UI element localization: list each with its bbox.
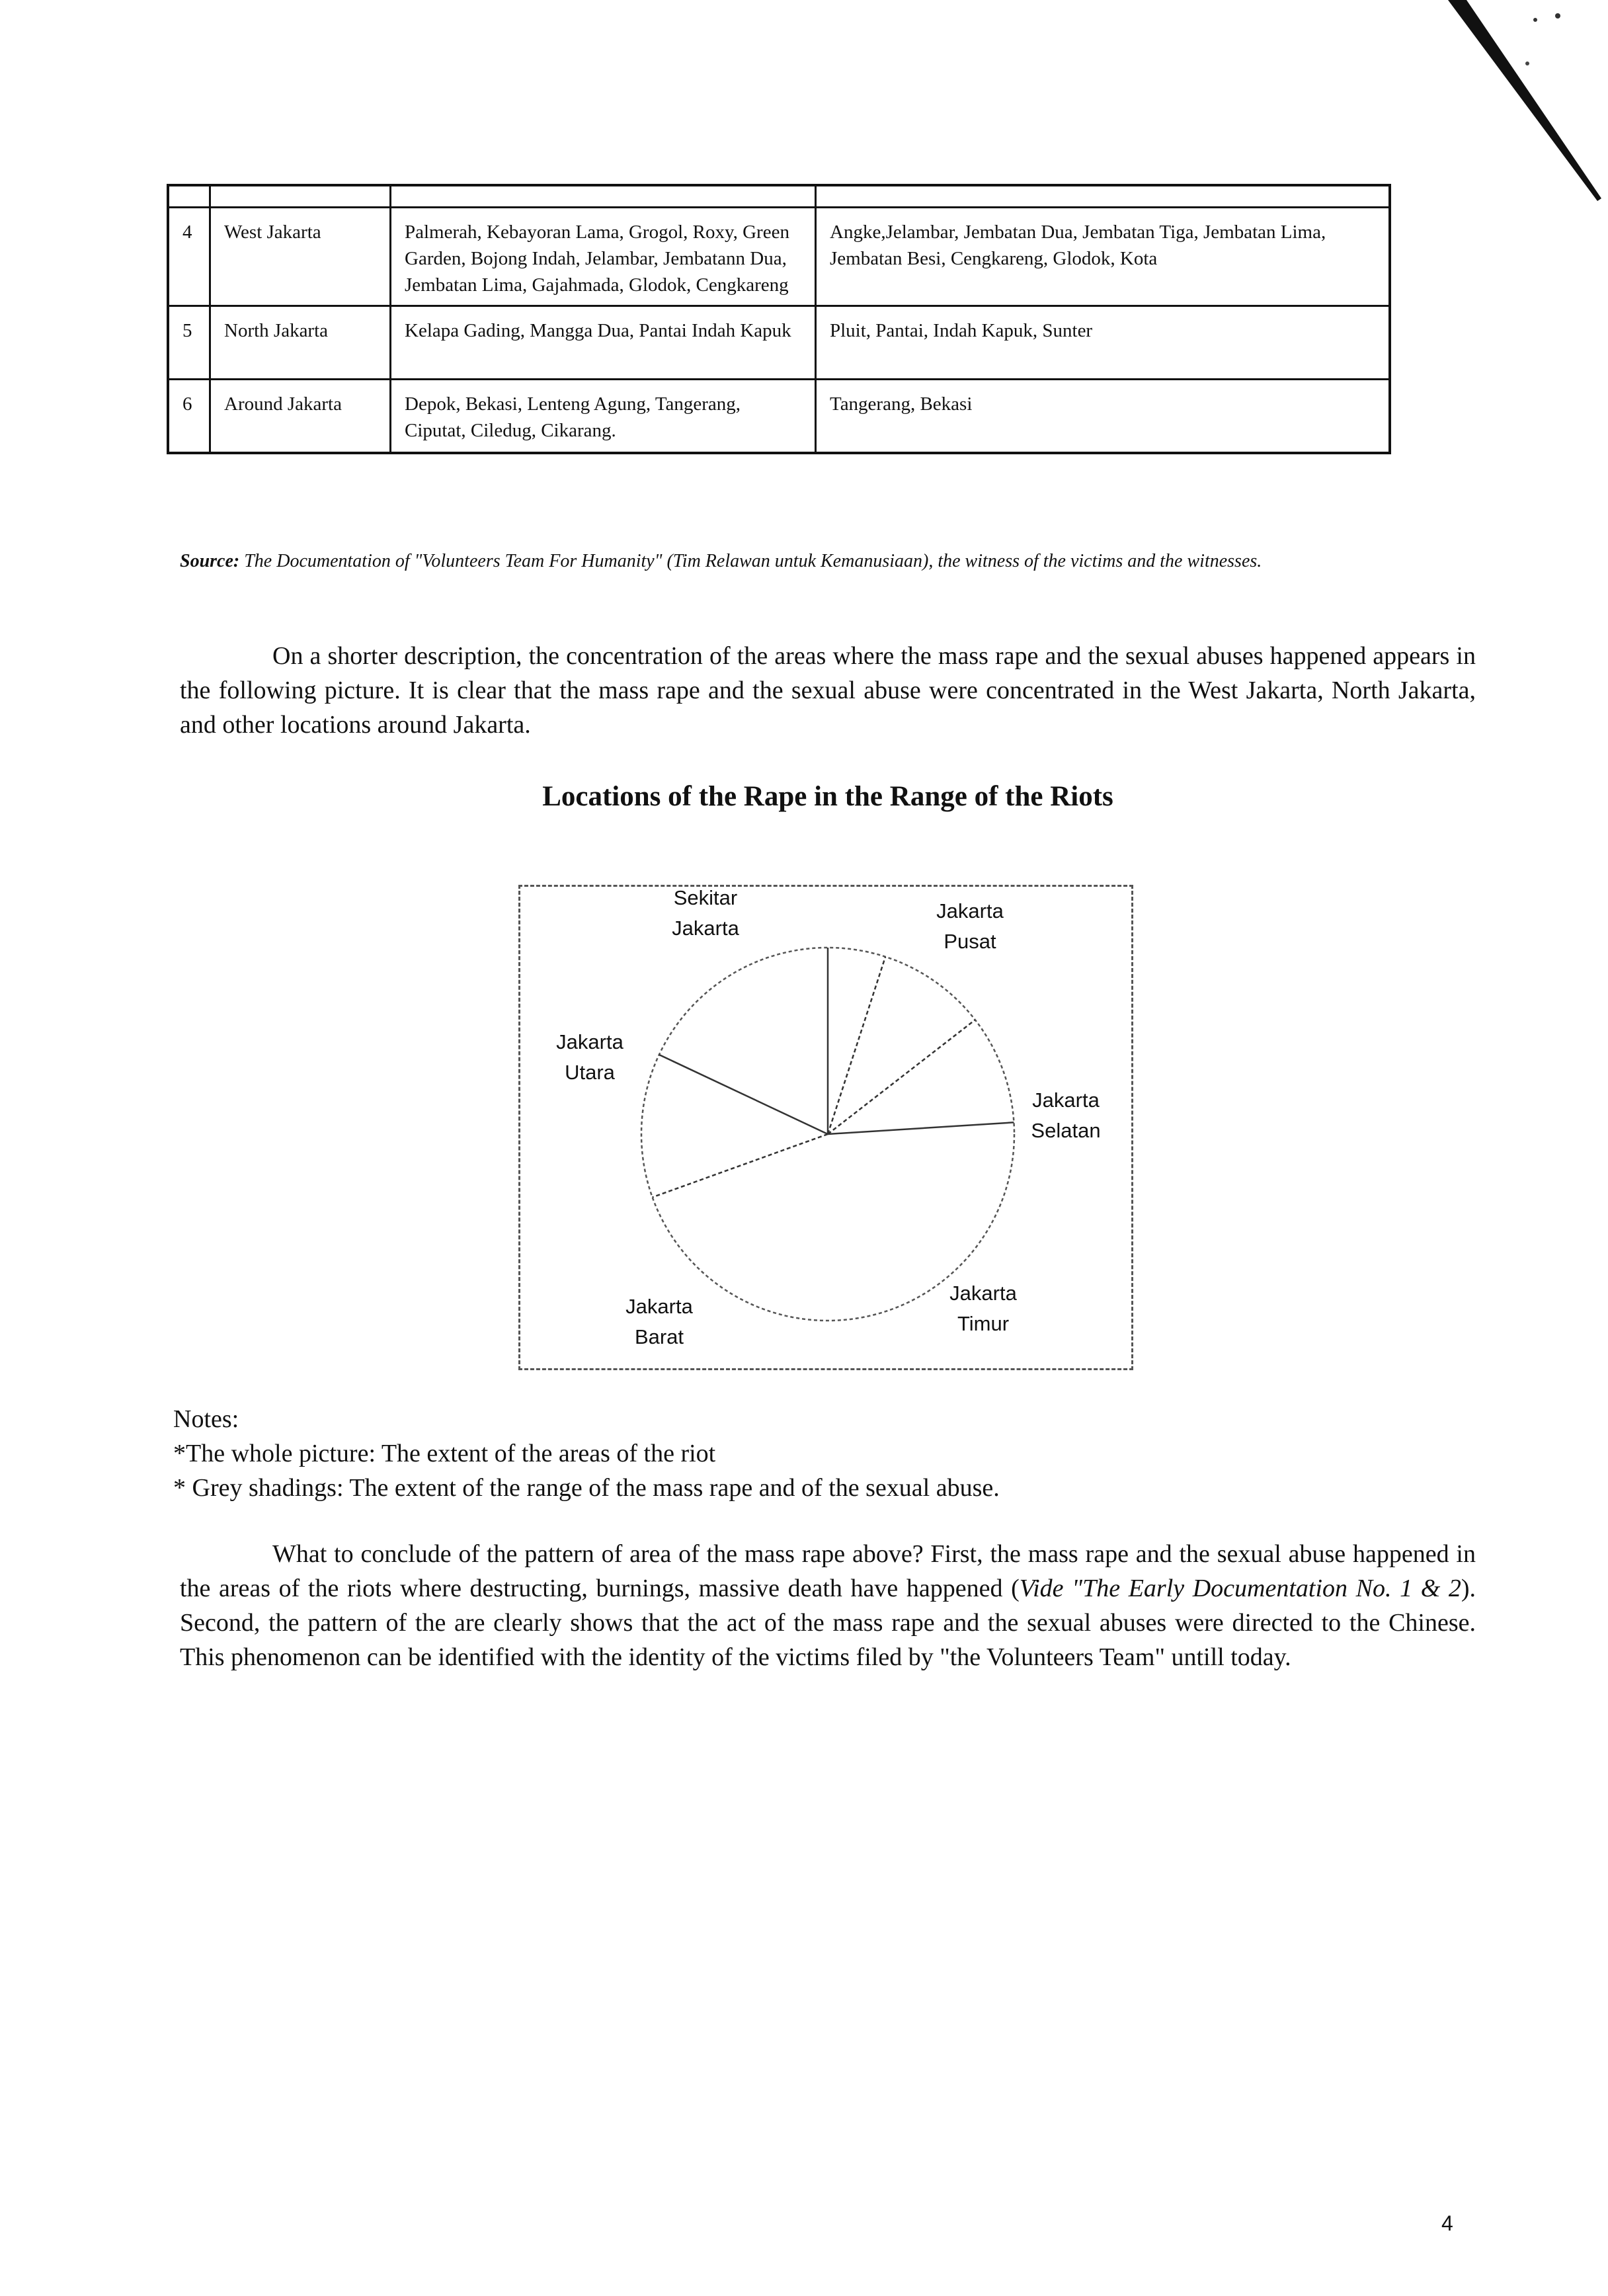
paragraph-intro: On a shorter description, the concentration of the areas where the mass rape and the sexual abuses happened appears in the following picture. It is clear that the mass rape and the sexual abuse were concentrated in the West Jakarta, North Jakarta, and other locations around Jakarta. bbox=[180, 642, 1476, 739]
pie-figure bbox=[518, 885, 1133, 1370]
row-areas-b: Tangerang, Bekasi bbox=[816, 380, 1390, 454]
pie-slice-boundary bbox=[828, 1122, 1014, 1134]
notes-title: Notes: bbox=[173, 1405, 239, 1433]
figure-title: Locations of the Rape in the Range of the Riots bbox=[542, 781, 1113, 812]
row-region: West Jakarta bbox=[210, 208, 391, 306]
row-number: 5 bbox=[168, 306, 210, 380]
label-jakarta-barat: Jakarta Barat bbox=[625, 1295, 693, 1348]
pie-slice-boundary bbox=[828, 1020, 975, 1134]
pie-slice-boundary bbox=[828, 957, 885, 1134]
conclusion-reference: Vide "The Early Documentation No. 1 & 2 bbox=[1019, 1575, 1461, 1602]
source-label: Source: bbox=[180, 551, 240, 571]
source-text: The Documentation of "Volunteers Team For Humanity" (Tim Relawan untuk Kemanusiaan), the witness of the victims and the witnesses. bbox=[244, 551, 1262, 571]
row-areas-a: Kelapa Gading, Mangga Dua, Pantai Indah Kapuk bbox=[391, 306, 816, 380]
table-row bbox=[168, 380, 1390, 454]
table-header-row bbox=[168, 185, 1390, 208]
row-areas-a: Depok, Bekasi, Lenteng Agung, Tangerang, Ciputat, Ciledug, Cikarang. bbox=[391, 380, 816, 454]
row-number: 4 bbox=[168, 208, 210, 306]
row-region: Around Jakarta bbox=[210, 380, 391, 454]
locations-table bbox=[167, 184, 1391, 454]
page-number: 4 bbox=[1441, 2211, 1453, 2235]
row-region: North Jakarta bbox=[210, 306, 391, 380]
conclusion-part-1: What to conclude of the pattern of area of the mass rape above? First, the mass rape and the sexual abuse happened in the areas of the riots where destructing, burnings, massive death have happened ( bbox=[180, 1540, 1476, 1602]
label-jakarta-utara: Jakarta Utara bbox=[556, 1030, 623, 1084]
conclusion-part-2: ). Second, the pattern of the are clearly shows that the act of the mass rape and the sexual abuses were directed to the Chinese. This phenomenon can be identified with the identity of the victims filed by "the Volunteers Team" untill today. bbox=[180, 1575, 1476, 1671]
label-sekitar-jakarta: Sekitar Jakarta bbox=[672, 886, 739, 940]
label-jakarta-pusat: Jakarta Pusat bbox=[936, 899, 1004, 953]
row-areas-b: Angke,Jelambar, Jembatan Dua, Jembatan Tiga, Jembatan Lima, Jembatan Besi, Cengkareng, Glodok, Kota bbox=[816, 208, 1390, 306]
label-jakarta-selatan: Jakarta Selatan bbox=[1031, 1088, 1101, 1142]
table-row bbox=[168, 208, 1390, 306]
notes-block bbox=[173, 1402, 1482, 1505]
row-number: 6 bbox=[168, 380, 210, 454]
table-row bbox=[168, 306, 1390, 380]
paragraph-conclusion bbox=[180, 1537, 1476, 1674]
scan-artifact-mark bbox=[1448, 0, 1608, 212]
notes-line-1: *The whole picture: The extent of the areas of the riot bbox=[173, 1440, 716, 1467]
table-source bbox=[180, 549, 1476, 574]
row-areas-a: Palmerah, Kebayoran Lama, Grogol, Roxy, Green Garden, Bojong Indah, Jelambar, Jembatann Dua, Jembatan Lima, Gajahmada, Glodok, Cengkareng bbox=[391, 208, 816, 306]
pie-slice-boundary bbox=[659, 1055, 828, 1134]
row-areas-b: Pluit, Pantai, Indah Kapuk, Sunter bbox=[816, 306, 1390, 380]
pie-slice-boundary bbox=[653, 1134, 828, 1198]
notes-line-2: * Grey shadings: The extent of the range of the mass rape and of the sexual abuse. bbox=[173, 1474, 1000, 1502]
label-jakarta-timur: Jakarta Timur bbox=[949, 1282, 1017, 1335]
